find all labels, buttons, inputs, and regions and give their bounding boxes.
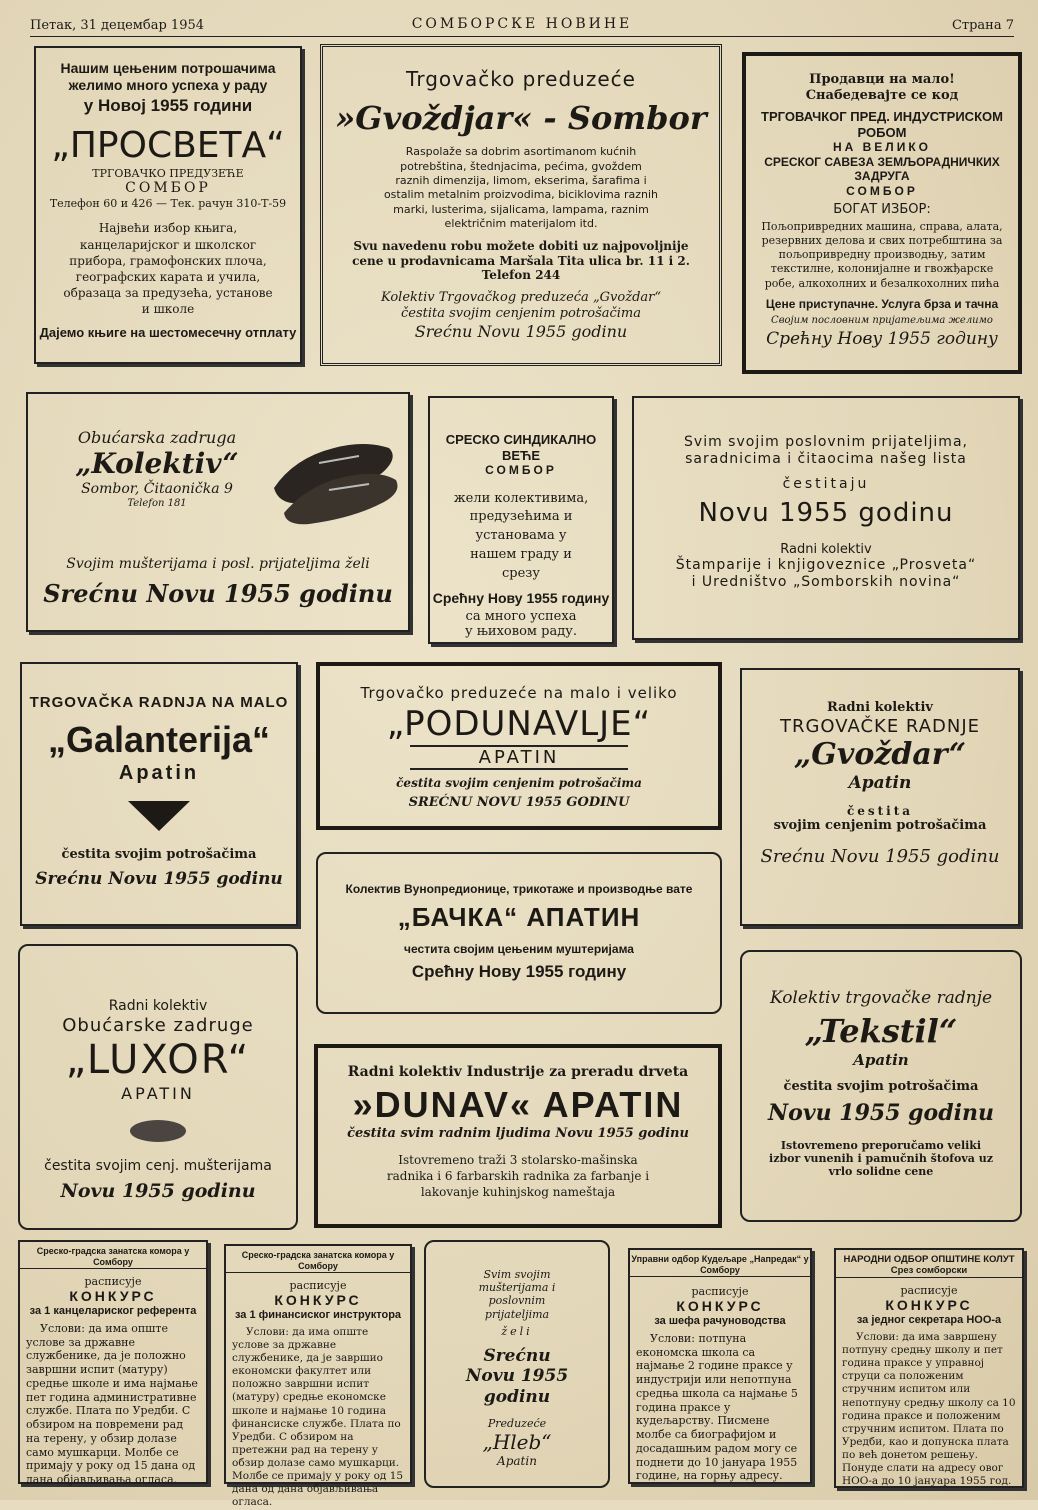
luxor-line4: Novu 1955 godinu <box>60 1180 256 1203</box>
ad-prosveta <box>34 46 302 364</box>
hleb-line3: Srećnu Novu 1955 godinu <box>465 1345 569 1407</box>
k2-ras: расписује <box>289 1278 347 1292</box>
k3-for: за шефа рачуноводства <box>654 1314 786 1327</box>
prosveta-city: СОМБОР <box>125 180 211 197</box>
k3-body: Услови: потпуна економска школа са најмање 2 године праксе у индустрији или непотпуна средња школа са најмање 5 година праксе у кудељарству. Писмене молбе са биографијом и досадашњим радом могу се поднети до 10 јануара 1955 године, на горњу адресу. <box>636 1331 798 1483</box>
konkurs-referent <box>18 1240 208 1487</box>
hleb-line1: Svim svojim mušterijama i poslovnim prijateljima <box>478 1268 556 1321</box>
gvozdar-apatin-name: „Gvoždar“ <box>794 737 966 773</box>
svim-line1: Svim svojim poslovnim prijateljima, <box>684 434 968 450</box>
hleb-line2: želi <box>501 1324 533 1338</box>
ad-gvozdjar-sombor <box>320 44 722 366</box>
k1-body: Услови: да има опште услове за државне службенике, да је положно завршни испит (матуру) средње школе и има најмање пет година административне службе. Плата по Уредби. С обзиром на повремени рад на терену, у обзир долазе само мушкарци. Молбе се примају у року од 15 дана од дана објављивања огласа. <box>26 1321 198 1487</box>
luxor-line3: čestita svojim cenj. mušterijama <box>44 1157 272 1174</box>
tekstil-line3: Novu 1955 godinu <box>768 1100 994 1127</box>
page-number: Страна 7 <box>951 18 1014 33</box>
k4-body: Услови: да има завршену потпуну средњу школу и пет година праксе у управној струци са положеним стручним испитом или непотпуну средњу школу са 10 година праксе и положеним стручним испитом. Плата по Уредби, као и допунска плата по већ донетом решењу. Понуде слати на адресу овог НОО-а до 10 јануара 1955 год. <box>842 1330 1016 1488</box>
prosveta-line2: желимо много успеха у раду <box>68 76 268 93</box>
k4-head: НАРОДНИ ОДБОР ОПШТИНЕ КОЛУТ <box>843 1254 1015 1265</box>
oval-ornament-icon <box>128 1118 188 1144</box>
gvozdjar-name: »Gvoždjar« - Sombor <box>335 99 707 137</box>
gvozdjar-line1: Trgovačko preduzeće <box>406 67 636 91</box>
vece-body: жели колективима, предузећима и установама у нашем граду и срезу <box>453 490 589 581</box>
luxor-name: „LUXOR“ <box>65 1037 251 1084</box>
ad-hleb <box>424 1240 610 1488</box>
luxor-line1: Radni kolektiv <box>108 998 208 1014</box>
podunavlje-line1: Trgovačko preduzeće na malo i veliko <box>360 684 678 702</box>
gvozdjar-kolektiv2: čestita svojim cenjenim potrošačima <box>400 305 642 321</box>
tekstil-city: Apatin <box>853 1050 909 1069</box>
prosveta-sub: ТРГОВАЧКО ПРЕДУЗЕЋЕ <box>92 167 244 181</box>
k4-ras: расписује <box>900 1283 958 1297</box>
podunavlje-name: „PODUNAVLJE“ <box>386 704 652 744</box>
k2-body: Услови: да има опште услове за државне службенике, да је завршио економски факултет или положно завршни испит (матуру) средње економске школе и најмање 10 година финансиске службе. Плата по Уредби. С обзиром на претежни рад на терену у обзир долазе само мушкарци. Молбе се примају у року од 15 дана од дана објављивања огласа. <box>232 1325 404 1509</box>
gvozdjar-body: Raspolaže sa dobrim asortimanom kućnih potrebština, štednjacima, pećima, gvoždem raznih dimenzija, limom, ekserima, šarafima i ostalim metalnim proizvodima, biciklovima raznih marki, lusterima, sijalicama, lampama, raznim električnim materijalom itd. <box>383 145 659 230</box>
galanterija-name: „Galanterija“ <box>47 719 271 760</box>
vece-line4: са много успеха у њиховом раду. <box>464 608 578 640</box>
gvozdar-apatin-city: Apatin <box>848 773 912 794</box>
gvozdjar-kolektiv1: Kolektiv Trgovačkog preduzeća „Gvoždar“ <box>380 290 662 306</box>
gvozdar-apatin-line4: svojim cenjenim potrošačima <box>773 817 987 833</box>
backa-line3: Срећну Нову 1955 годину <box>411 961 627 981</box>
ad-prodavci <box>742 52 1022 374</box>
svim-line6: Štamparije i knjigoveznice „Prosveta“ <box>675 557 977 574</box>
prosveta-body: Највећи избор књига, канцеларијског и школског прибора, грамофонских плоча, географских карата и учила, образаца за предузећа, установе и школе <box>63 221 273 317</box>
k1-for: за 1 канцелариског референта <box>29 1304 197 1317</box>
prosveta-name: „ПРОСВЕТА“ <box>51 124 285 166</box>
tekstil-line1: Kolektiv trgovačke radnje <box>769 988 993 1008</box>
svim-line5: Radni kolektiv <box>780 541 872 557</box>
dunav-line1: Radni kolektiv Industrije za preradu drveta <box>347 1064 689 1080</box>
kolektiv-address: Sombor, Čitaonička 9 <box>81 480 233 497</box>
k2-konkurs: КОНКУРС <box>274 1291 362 1308</box>
kolektiv-line2: Svojim mušterijama i posl. prijateljima želi <box>66 556 370 572</box>
backa-line1: Колектив Вунопредионице, трикотаже и производње вате <box>345 882 693 896</box>
prosveta-line3: у Новој 1955 години <box>83 95 253 115</box>
gvozdar-apatin-line3: čestita <box>846 803 914 818</box>
galanterija-line3: Srećnu Novu 1955 godinu <box>35 868 283 889</box>
tekstil-line2: čestita svojim potrošačima <box>783 1078 979 1094</box>
ad-galanterija <box>20 662 298 926</box>
ad-kolektiv <box>26 392 410 632</box>
issue-date: Петак, 31 децембар 1954 <box>30 18 205 33</box>
ad-gvozdar-apatin <box>740 668 1020 926</box>
prodavci-line1: Продавци на мало! <box>809 72 955 87</box>
prodavci-line5: СРЕСКОГ САВЕЗА ЗЕМЉОРАДНИЧКИХ ЗАДРУГА <box>764 154 1000 184</box>
svim-line2: saradnicima i čitaocima našeg lista <box>685 450 967 467</box>
gvozdar-apatin-line5: Srećnu Novu 1955 godinu <box>760 845 1000 867</box>
ad-sresko-vece <box>428 396 614 644</box>
gvozdjar-bold: Svu navedenu robu možete dobiti uz najpovoljnije cene u prodavnicama Maršala Tita ulica br. 11 i 2. Telefon 244 <box>352 239 690 282</box>
gvozdjar-kolektiv3: Srećnu Novu 1955 godinu <box>414 321 628 341</box>
tekstil-name: „Tekstil“ <box>804 1012 958 1051</box>
k3-head: Управни одбор Кудељаре „Напредак“ у Сомбору <box>631 1254 809 1275</box>
prodavci-line2: Снабедевајте се код <box>805 87 959 103</box>
k2-for: за 1 финансиског инструктора <box>234 1308 402 1321</box>
hleb-city: Apatin <box>497 1454 537 1469</box>
prodavci-line9: Својим пословним пријатељима желимо <box>771 315 993 327</box>
dunav-line2: čestita svim radnim ljudima Novu 1955 godinu <box>347 1125 689 1141</box>
luxor-line2: Obućarske zadruge <box>62 1014 254 1036</box>
triangle-ornament-icon <box>124 797 194 833</box>
podunavlje-city: APATIN <box>410 745 628 771</box>
ad-dunav <box>314 1044 722 1228</box>
prodavci-line8: Цене приступачне. Услуга брза и тачна <box>765 297 999 312</box>
gvozdar-apatin-line2: TRGOVAČKE RADNJE <box>779 715 981 737</box>
kolektiv-tel: Telefon 181 <box>127 497 187 509</box>
prosveta-line1: Нашим цењеним потрошачима <box>60 60 276 76</box>
shoe-icon <box>264 418 404 528</box>
vece-line3: Срећну Нову 1955 годину <box>432 589 610 606</box>
ad-luxor <box>18 944 298 1230</box>
k2-head: Среско-градска занатска комора у Сомбору <box>226 1250 410 1273</box>
backa-name: „БАЧКА“ АПАТИН <box>397 902 641 933</box>
luxor-city: APATIN <box>121 1084 195 1104</box>
vece-line2: СОМБОР <box>485 463 557 478</box>
dunav-name: »DUNAV« APATIN <box>352 1083 684 1125</box>
k1-ras: расписује <box>84 1274 142 1288</box>
ad-tekstil <box>740 950 1022 1222</box>
galanterija-line1: TRGOVAČKA RADNJA NA MALO <box>29 694 289 711</box>
vece-line1: СРЕСКО СИНДИКАЛНО ВЕЋЕ <box>445 432 597 463</box>
k1-head: Среско-градска занатска комора у Сомбору <box>20 1246 206 1269</box>
ad-podunavlje <box>316 662 722 830</box>
svim-line7: i Uredništvo „Somborskih novina“ <box>691 573 961 590</box>
podunavlje-line2: čestita svojim cenjenim potrošačima <box>396 776 642 791</box>
konkurs-racunovodstvo <box>628 1248 812 1484</box>
hleb-name: „Hleb“ <box>482 1430 552 1455</box>
konkurs-instruktor <box>224 1244 412 1509</box>
prodavci-line6: СОМБОР <box>846 183 918 198</box>
kolektiv-name: „Kolektiv“ <box>75 447 239 481</box>
prodavci-line7: БОГАТ ИЗБОР: <box>833 201 931 217</box>
prodavci-line3: ТРГОВАЧКОГ ПРЕД. ИНДУСТРИСКОМ РОБОМ <box>761 109 1003 140</box>
ad-backa <box>316 852 722 1014</box>
prodavci-line4: НА ВЕЛИКО <box>832 140 932 155</box>
prodavci-line10: Срећну Нову 1955 годину <box>766 329 998 350</box>
tekstil-body: Istovremeno preporučamo veliki izbor vunenih i pamučnih štofova uz vrlo solidne cene <box>769 1138 993 1179</box>
prosveta-phone: Телефон 60 и 426 — Тек. рачун 310-Т-59 <box>49 197 287 211</box>
galanterija-line2: čestita svojim potrošačima <box>61 847 257 863</box>
prodavci-body: Пољопривредних машина, справа, алата, резервних делова и свих потребштина за пољопривредну производњу, затим текстилне, колонијалне и гвожђарске робе, алкохолних и безалкохолних пића <box>761 219 1003 290</box>
k3-konkurs: КОНКУРС <box>676 1297 764 1314</box>
hleb-line4: Preduzeće <box>487 1417 547 1431</box>
svim-line3: čestitaju <box>782 475 870 492</box>
newspaper-title: СОМБОРСКЕ НОВИНЕ <box>411 16 633 32</box>
ad-svim-prijateljima <box>632 396 1020 640</box>
konkurs-sekretar <box>834 1248 1024 1488</box>
page-header <box>30 14 1014 37</box>
dunav-body: Istovremeno traži 3 stolarsko-mašinska radnika i 6 farbarskih radnika za farbanje i lakovanje kuhinjskog nameštaja <box>386 1152 650 1199</box>
podunavlje-line3: SREĆNU NOVU 1955 GODINU <box>408 794 630 810</box>
k4-konkurs: КОНКУРС <box>885 1296 973 1313</box>
k4-head2: Срез сомборски <box>836 1265 1022 1277</box>
svim-line4: Novu 1955 godinu <box>698 498 954 529</box>
galanterija-city: Apatin <box>118 762 200 785</box>
prosveta-foot: Дајемо књиге на шестомесечну отплату <box>39 325 297 341</box>
k1-konkurs: КОНКУРС <box>69 1287 157 1304</box>
gvozdar-apatin-line1: Radni kolektiv <box>827 700 933 715</box>
backa-line2: честита својим цењеним муштеријама <box>404 941 634 956</box>
kolektiv-line1: Obućarska zadruga <box>77 428 237 447</box>
kolektiv-line3: Srećnu Novu 1955 godinu <box>43 579 393 608</box>
k4-for: за једног секретара НОО-а <box>856 1313 1002 1326</box>
k3-ras: расписује <box>691 1284 749 1298</box>
